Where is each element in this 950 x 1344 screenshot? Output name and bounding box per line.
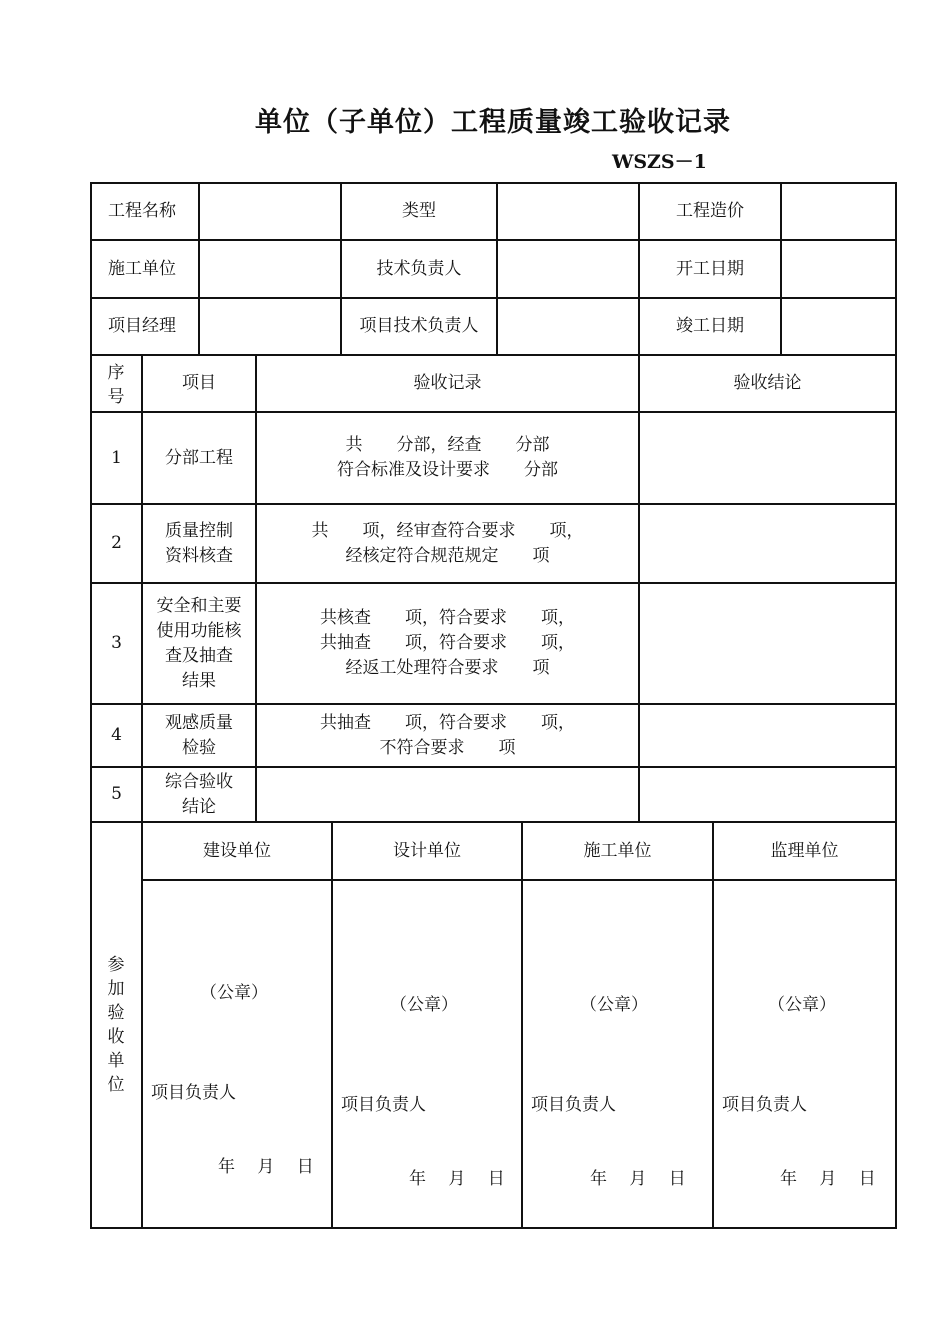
row-record [257, 584, 638, 703]
row-record-line: 共 分部，经查 分部 [345, 435, 550, 455]
row-seq: 4 [111, 725, 122, 745]
unit-name-construction: 施工单位 [583, 840, 652, 861]
label-project-manager: 项目经理 [108, 316, 176, 336]
row-item-line: 结果 [182, 670, 216, 691]
participants-label: 参加验收单位 [107, 955, 125, 1095]
row-record [257, 413, 638, 503]
label-technical-lead: 技术负责人 [376, 258, 462, 279]
row-record-line: 共抽查 项，符合要求 项， [320, 633, 575, 653]
form-title: 单位（子单位）工程质量竣工验收记录 [255, 107, 731, 138]
manager-signature-label: 项目负责人 [531, 1095, 616, 1115]
row-item-line: 查及抽查 [165, 645, 233, 666]
row-record [257, 505, 638, 582]
label-start-date: 开工日期 [676, 258, 744, 279]
row-item-line: 分部工程 [165, 447, 233, 468]
row-item [143, 413, 255, 503]
row-item [143, 505, 255, 582]
row-record-line: 共核查 项，符合要求 项， [320, 608, 575, 628]
row-record [257, 705, 638, 766]
row-record-line: 经核定符合规范规定 项 [345, 545, 550, 566]
row-record-line: 共 项，经审查符合要求 项， [311, 520, 584, 541]
row-item-line: 综合验收 [165, 771, 233, 792]
row-record-line: 不符合要求 项 [379, 737, 516, 758]
col-head-conclusion: 验收结论 [733, 373, 802, 393]
row-seq: 2 [111, 533, 122, 553]
row-item-line: 使用功能核 [156, 620, 242, 641]
row-item-line: 资料核查 [165, 545, 233, 566]
col-head-item: 项目 [182, 373, 216, 393]
row-record-line: 共抽查 项，符合要求 项， [320, 712, 575, 733]
label-construction-unit: 施工单位 [108, 258, 176, 279]
date-field: 年 月 日 [409, 1169, 505, 1189]
row-item-line: 结论 [182, 796, 216, 817]
date-field: 年 月 日 [590, 1169, 686, 1189]
unit-name-design: 设计单位 [393, 840, 461, 861]
row-seq: 3 [111, 633, 122, 653]
label-completion-date: 竣工日期 [676, 316, 744, 336]
manager-signature-label: 项目负责人 [722, 1095, 807, 1115]
date-field: 年 月 日 [780, 1169, 876, 1189]
manager-signature-label: 项目负责人 [151, 1083, 236, 1103]
row-seq: 5 [111, 784, 122, 804]
date-field: 年 月 日 [218, 1157, 314, 1177]
row-record-line: 经返工处理符合要求 项 [345, 658, 550, 678]
row-item [143, 584, 255, 703]
seal-placeholder: （公章） [580, 995, 648, 1015]
row-seq: 1 [111, 447, 122, 468]
row-item [143, 705, 255, 766]
seal-placeholder: （公章） [390, 995, 458, 1015]
row-item-line: 观感质量 [165, 712, 233, 733]
label-type: 类型 [402, 201, 436, 221]
form-code: WSZS－1 [612, 151, 707, 173]
seal-placeholder: （公章） [768, 995, 836, 1015]
manager-signature-label: 项目负责人 [341, 1095, 426, 1115]
row-record-line: 符合标准及设计要求 分部 [337, 460, 558, 480]
label-project-cost: 工程造价 [676, 201, 744, 221]
unit-name-owner: 建设单位 [203, 840, 271, 861]
row-item [143, 768, 255, 821]
row-item-line: 检验 [182, 737, 216, 758]
seal-placeholder: （公章） [200, 983, 268, 1003]
col-head-seq: 序号 [107, 363, 125, 407]
label-project-name: 工程名称 [108, 201, 176, 221]
row-item-line: 质量控制 [165, 520, 233, 541]
label-project-technical-lead: 项目技术负责人 [359, 316, 479, 336]
col-head-record: 验收记录 [413, 373, 482, 393]
unit-name-supervision: 监理单位 [770, 840, 839, 861]
row-item-line: 安全和主要 [156, 595, 242, 616]
